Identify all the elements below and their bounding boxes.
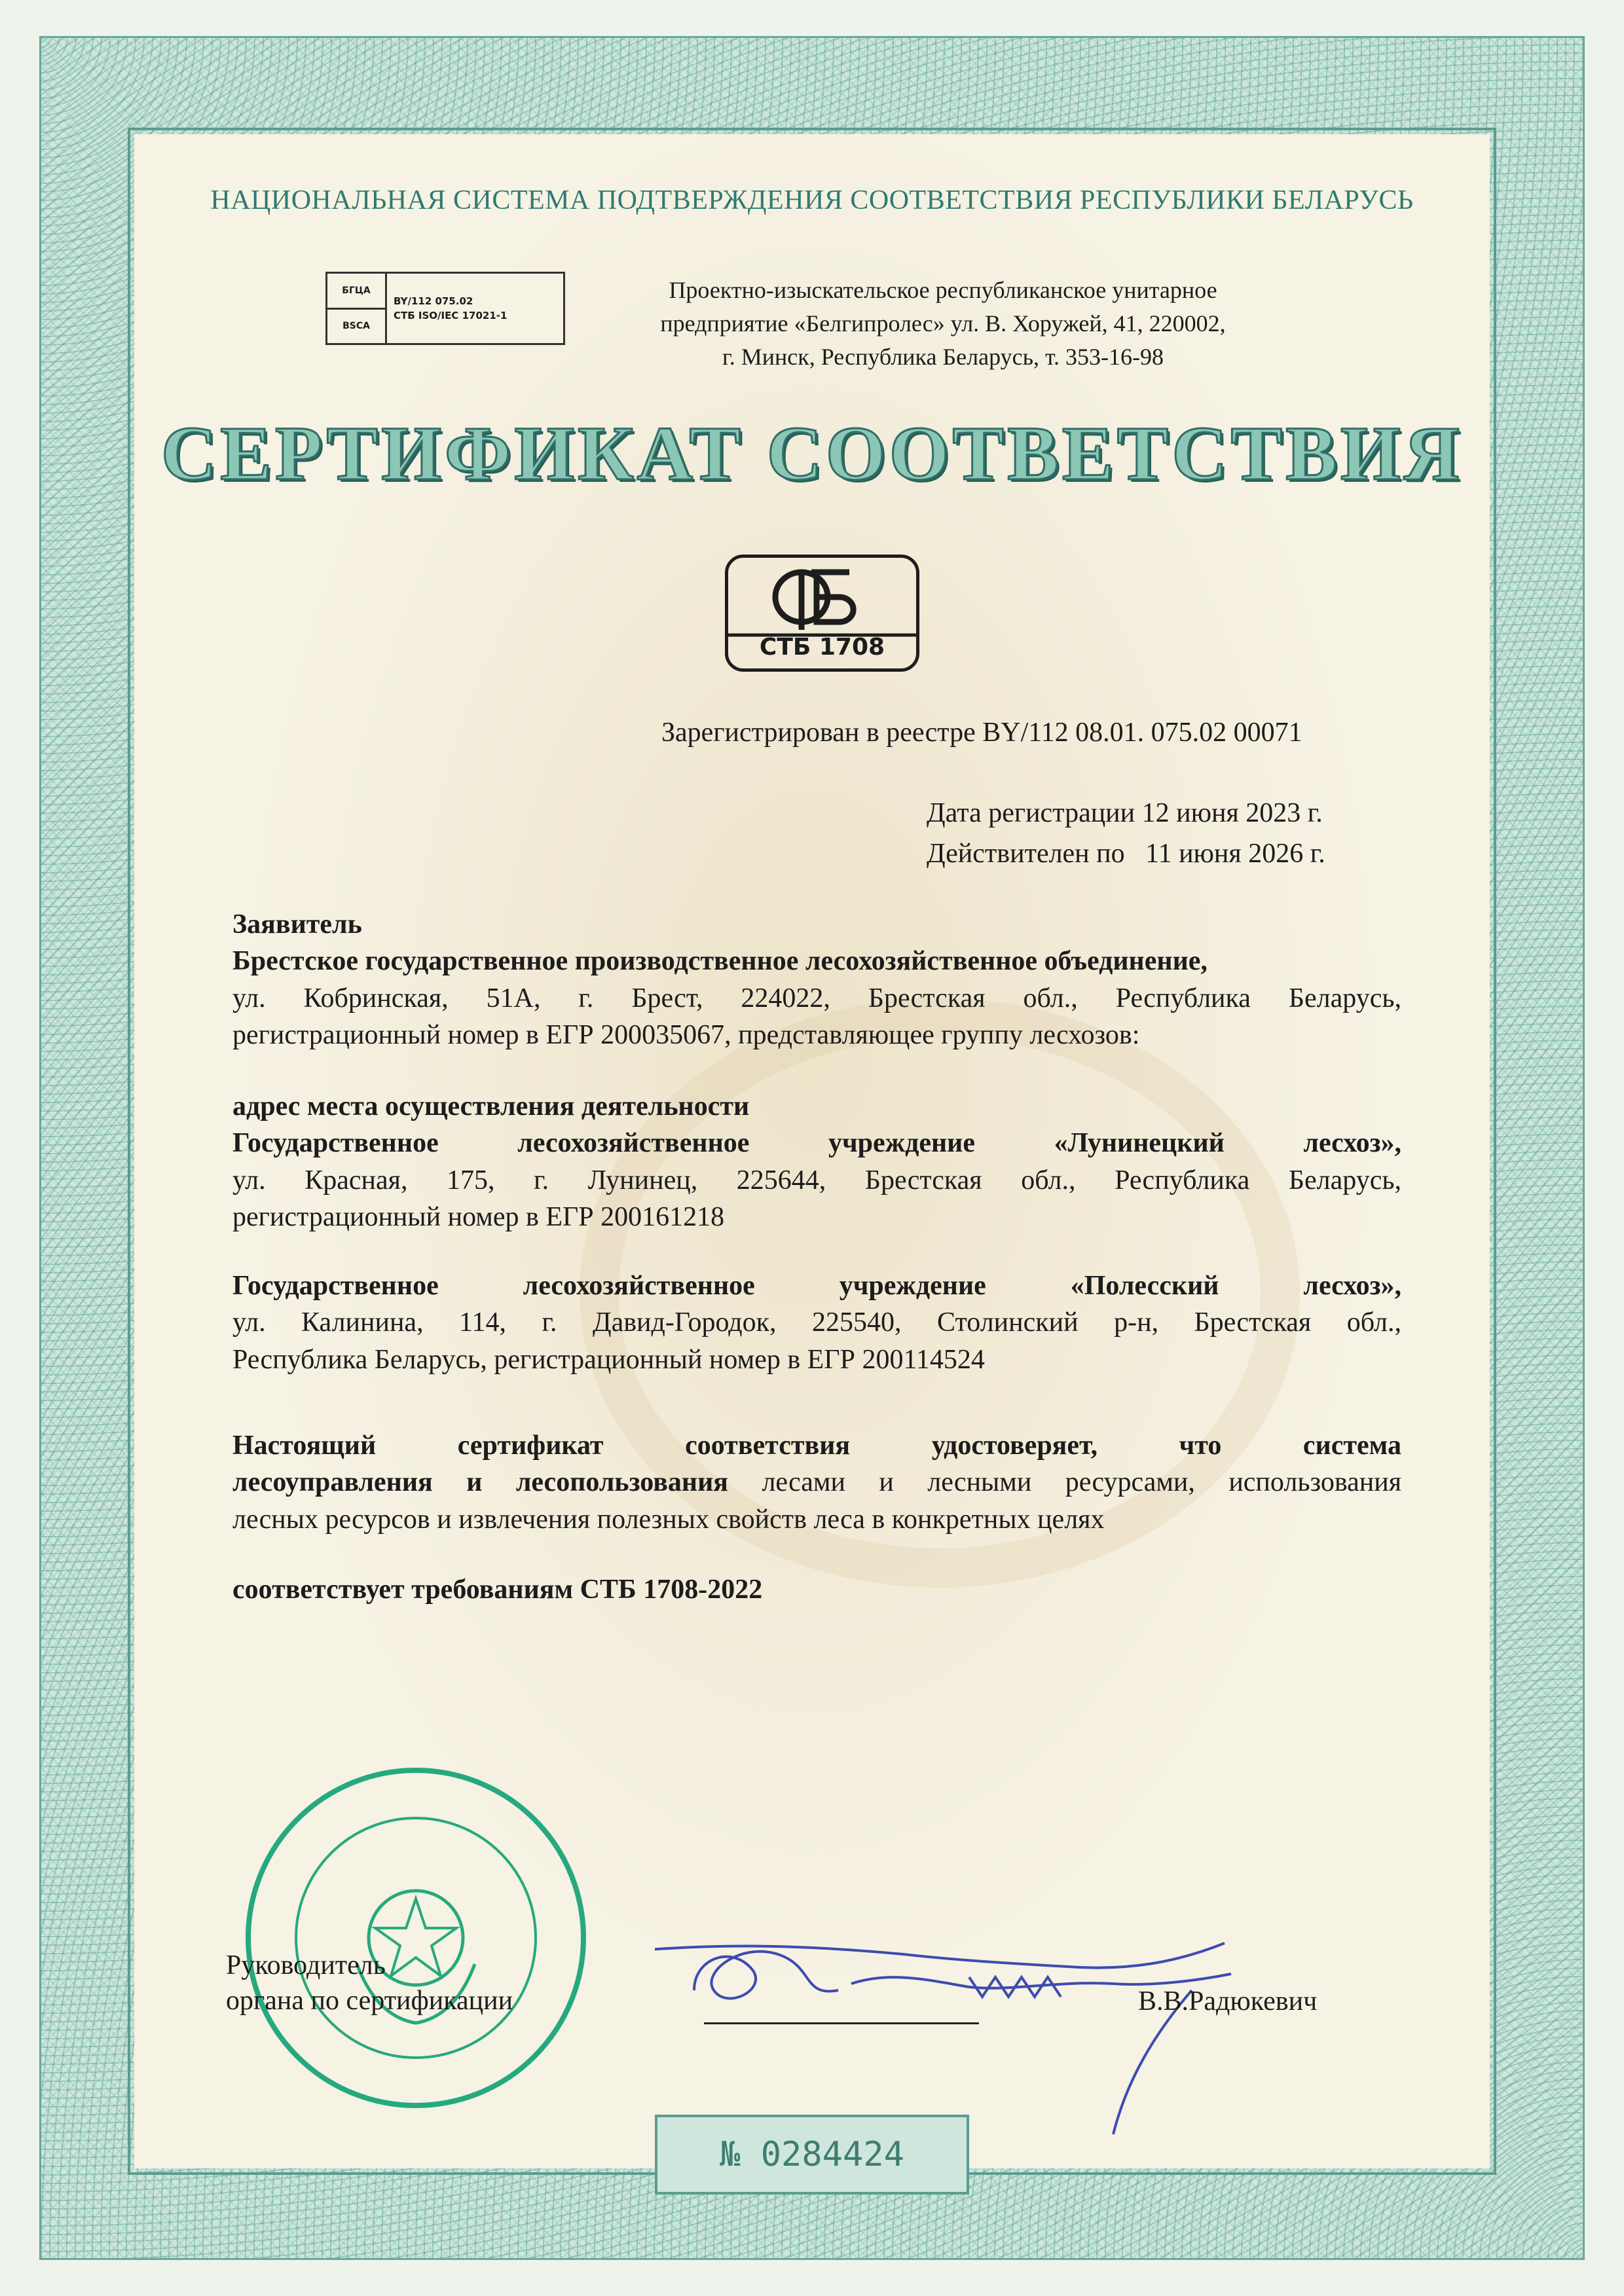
accreditation-standard: СТБ ISO/IEC 17021-1 <box>394 310 507 321</box>
accreditation-mark <box>325 272 565 345</box>
serial-number-box <box>655 2115 969 2195</box>
site-name: Государственное лесохозяйственное учреждение «Полесский лесхоз», <box>232 1271 1401 1301</box>
site-name: Государственное лесохозяйственное учреждение «Лунинецкий лесхоз», <box>232 1128 1401 1159</box>
certification-body <box>616 274 1270 374</box>
accreditation-number: BY/112 075.02 <box>394 295 473 307</box>
valid-until-date: Действителен по 11 июня 2026 г. <box>927 838 1325 869</box>
serial-number: № 0284424 <box>720 2135 904 2174</box>
site-registration: регистрационный номер в ЕГР 200161218 <box>232 1201 725 1232</box>
signatory-name: В.В.Радюкевич <box>1138 1986 1318 2016</box>
signature-line <box>704 2022 979 2024</box>
certificate-title: СЕРТИФИКАТ СООТВЕТСТВИЯ <box>161 410 1463 496</box>
signatory-role-line: органа по сертификации <box>226 1985 513 2016</box>
header-system-title: НАЦИОНАЛЬНАЯ СИСТЕМА ПОДТВЕРЖДЕНИЯ СООТВЕТСТВИЯ РЕСПУБЛИКИ БЕЛАРУСЬ <box>210 185 1414 215</box>
registration-date: Дата регистрации 12 июня 2023 г. <box>927 798 1323 828</box>
accreditation-label-bottom: BSCA <box>342 321 370 332</box>
statement-rest-part: лесами и лесными ресурсами, использования <box>728 1467 1402 1498</box>
signatory-role <box>226 1948 513 2019</box>
site-block <box>232 1267 1401 1378</box>
statement-line: Настоящий сертификат соответствия удостоверяет, что система <box>232 1430 1401 1461</box>
compliance-statement: соответствует требованиям СТБ 1708-2022 <box>232 1575 763 1605</box>
handwritten-signature <box>655 1918 1244 2134</box>
site-address: ул. Калинина, 114, г. Давид-Городок, 225540, Столинский р-н, Брестская обл., <box>232 1307 1401 1338</box>
applicant-section <box>232 906 1401 1053</box>
certification-body-line: предприятие «Белгипролес» ул. В. Хоружей, 41, 220002, <box>660 310 1226 337</box>
applicant-address: ул. Кобринская, 51А, г. Брест, 224022, Брестская обл., Республика Беларусь, <box>232 983 1401 1013</box>
activity-section <box>232 1088 1401 1235</box>
activity-heading: адрес места осуществления деятельности <box>232 1091 750 1121</box>
certification-body-line: г. Минск, Республика Беларусь, т. 353-16-98 <box>722 344 1164 371</box>
applicant-registration: регистрационный номер в ЕГР 200035067, представляющее группу лесхозов: <box>232 1019 1140 1050</box>
stb-logo-label: СТБ 1708 <box>759 634 885 661</box>
signatory-role-line: Руководитель <box>226 1950 386 1980</box>
site-registration: Республика Беларусь, регистрационный номер в ЕГР 200114524 <box>232 1344 985 1375</box>
accreditation-label-top: БГЦА <box>327 274 385 310</box>
applicant-name: Брестское государственное производственное лесохозяйственное объединение, <box>232 946 1208 977</box>
statement-line: лесных ресурсов и извлечения полезных свойств леса в конкретных целях <box>232 1504 1105 1535</box>
statement-section <box>232 1427 1401 1538</box>
site-address: ул. Красная, 175, г. Лунинец, 225644, Брестская обл., Республика Беларусь, <box>232 1165 1401 1195</box>
validity-dates <box>927 793 1325 874</box>
statement-bold-part: лесоуправления и лесопользования <box>232 1467 729 1498</box>
statement-line <box>232 1464 1401 1501</box>
seal-emblem-icon <box>246 1768 586 2108</box>
applicant-heading: Заявитель <box>232 909 362 939</box>
certification-body-line: Проектно-изыскательское республиканское унитарное <box>669 277 1217 303</box>
registry-number: Зарегистрирован в реестре BY/112 08.01. 075.02 00071 <box>661 718 1302 748</box>
